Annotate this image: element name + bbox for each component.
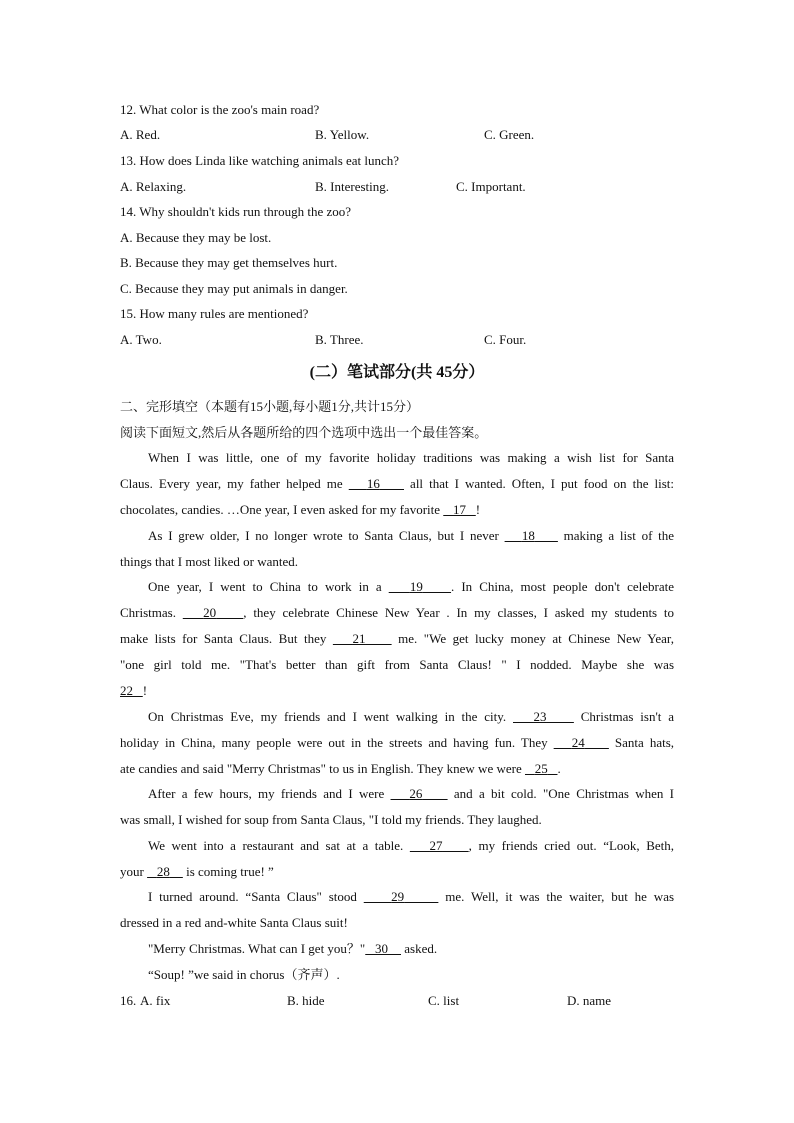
part-heading: 二、完形填空（本题有15小题,每小题1分,共计15分） [120, 399, 420, 414]
passage-line: "Merry Christmas. What can I get you？" 30 asked. [148, 941, 438, 956]
passage-line: After a few hours, my friends and I were 26 and a bit cold. "One Christmas when I [148, 786, 675, 801]
passage-line: I turned around. “Santa Claus" stood 29 me. Well, it was the waiter, but he was [148, 889, 675, 904]
passage-line: On Christmas Eve, my friends and I went walking in the city. 23 Christmas isn't a [148, 709, 675, 724]
question-14-option-c: C. Because they may put animals in danger. [120, 281, 348, 296]
blank-19: 19 [409, 579, 423, 594]
question-14-option-a: A. Because they may be lost. [120, 230, 272, 245]
blank-16: 16 [366, 476, 380, 491]
question-15-stem: 15. How many rules are mentioned? [120, 306, 309, 321]
blank-26: 26 [409, 786, 423, 801]
passage-line: One year, I went to China to work in a 19 . In China, most people don't celebrate [148, 579, 674, 594]
instruction: 阅读下面短文,然后从各题所给的四个选项中选出一个最佳答案。 [120, 425, 488, 440]
passage-line: Claus. Every year, my father helped me 16 all that I wanted. Often, I put food on the list: [120, 476, 675, 491]
passage-line: was small, I wished for soup from Santa Claus, "I told my friends. They laughed. [120, 812, 542, 827]
passage-line: “Soup! ”we said in chorus（齐声）. [148, 967, 340, 982]
question-13-option-b: B. Interesting. [315, 179, 390, 194]
section-title: (二）笔试部分(共 45分） [309, 364, 485, 381]
question-13-option-a: A. Relaxing. [120, 179, 187, 194]
passage-line: holiday in China, many people were out in the streets and having fun. They 24 Santa hats, [120, 735, 675, 750]
blank-30: 30 [375, 941, 388, 956]
question-16-option-d: D. name [567, 993, 612, 1008]
blank-20: 20 [203, 605, 217, 620]
question-15-option-c: C. Four. [484, 332, 527, 347]
question-16-stem: 16. [120, 993, 137, 1008]
blank-25: 25 [534, 761, 548, 776]
question-12-stem: 12. What color is the zoo's main road? [120, 102, 320, 117]
question-16-option-b: B. hide [287, 993, 325, 1008]
question-16-option-c: C. list [428, 993, 460, 1008]
blank-24: 24 [571, 735, 585, 750]
blank-28: 28 [156, 864, 170, 879]
passage-line: 22 ! [120, 683, 148, 698]
passage-line: chocolates, candies. …One year, I even asked for my favorite 17 ! [120, 502, 481, 517]
passage-line: As I grew older, I no longer wrote to Santa Claus, but I never 18 making a list of the [148, 528, 675, 543]
passage-line: make lists for Santa Claus. But they 21 me. "We get lucky money at Chinese New Year, [120, 631, 674, 646]
blank-23: 23 [533, 709, 547, 724]
passage-line: Christmas. 20 , they celebrate Chinese New Year . In my classes, I asked my students to [120, 605, 675, 620]
passage-line: When I was little, one of my favorite holiday traditions was making a wish list for Santa [148, 450, 674, 465]
question-15-option-a: A. Two. [120, 332, 162, 347]
passage-line: "one girl told me. "That's better than gift from Santa Claus! " I nodded. Maybe she was [120, 657, 674, 672]
question-13-stem: 13. How does Linda like watching animals eat lunch? [120, 153, 400, 168]
blank-22: 22 [120, 683, 133, 698]
passage-line: ate candies and said "Merry Christmas" to us in English. They knew we were 25 . [120, 761, 561, 776]
question-14-stem: 14. Why shouldn't kids run through the zoo? [120, 204, 352, 219]
blank-27: 27 [429, 838, 443, 853]
question-13-option-c: C. Important. [456, 179, 526, 194]
question-12-option-c: C. Green. [484, 127, 535, 142]
passage-line: your 28 is coming true! ” [120, 864, 274, 879]
question-12-option-a: A. Red. [120, 127, 161, 142]
blank-18: 18 [521, 528, 535, 543]
passage-line: dressed in a red and-white Santa Claus suit! [120, 915, 348, 930]
passage-line: things that I most liked or wanted. [120, 554, 299, 569]
question-15-option-b: B. Three. [315, 332, 364, 347]
blank-21: 21 [352, 631, 366, 646]
question-16-option-a: A. fix [140, 993, 171, 1008]
blank-29: 29 [391, 889, 405, 904]
blank-17: 17 [453, 502, 467, 517]
question-14-option-b: B. Because they may get themselves hurt. [120, 255, 338, 270]
question-12-option-b: B. Yellow. [315, 127, 370, 142]
passage-line: We went into a restaurant and sat at a table. 27 , my friends cried out. “Look, Beth, [148, 838, 675, 853]
